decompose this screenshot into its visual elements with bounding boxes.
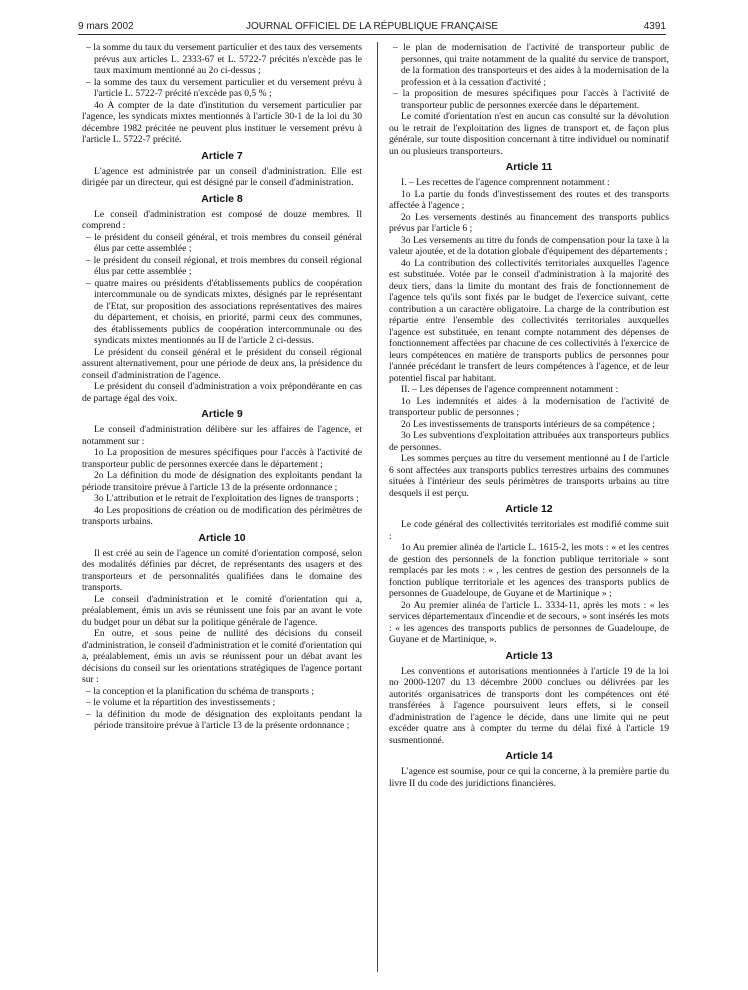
- paragraph: 4o La contribution des collectivités territoriales auxquelles l'agence est substituée. Votée par le conseil d'administration à la majorité des deux tiers, dans la limite du montant des frais de fonctionnement de l'agence tels qu'ils sont fixés par le budget de l'exercice suivant, cette contribution a un caractère obligatoire. La charge de la contribution est répartie entre l'ensemble des collectivités territoriales auxquelles l'agence est substituée, en tenant compte notamment des dépenses de fonctionnement affectées par chacune de ces collectivités à l'exercice de leurs compétences en matière de transports publics de personnes pour l'année précédant le transfert de leurs compétences à l'agence, et de leur potentiel fiscal par habitant.: [389, 257, 669, 384]
- paragraph: Il est créé au sein de l'agence un comité d'orientation composé, selon des modalités définies par décret, de représentants des usagers et des transporteurs et de personnalités qualifiées dans le domaine des transports.: [82, 547, 362, 593]
- paragraph: L'agence est administrée par un conseil d'administration. Elle est dirigée par un directeur, qui est désigné par le conseil d'administration.: [82, 165, 362, 188]
- paragraph: Le président du conseil d'administration a voix prépondérante en cas de partage égal des voix.: [82, 381, 362, 404]
- paragraph: 1o Au premier alinéa de l'article L. 1615-2, les mots : « et les centres de gestion des personnels de la fonction publique territoriale » sont remplacés par les mots : « , les centres de gestion des personnels de la fonction publique territoriale et les agences des transports publics de personnes de Guadeloupe, de Guyane et de Martinique » ;: [389, 542, 669, 599]
- list-item: – la conception et la planification du schéma de transports ;: [86, 685, 315, 697]
- paragraph: Les conventions et autorisations mentionnées à l'article 19 de la loi no 2000-1207 du 13 décembre 2000 conclues ou délivrées par les autorités organisatrices de transports dont les compétences ont été transférées à l'agence poursuivent leurs effets, si le conseil d'administration de l'agence le décide, dans une limite qui ne peut excéder quatre ans à compter du terme du délai fixé à l'article 19 susmentionné.: [389, 665, 669, 746]
- paragraph: 4o A compter de la date d'institution du versement particulier par l'agence, les syndicats mixtes mentionnés à l'article 30-1 de la loi du 30 décembre 1982 précitée ne peuvent plus instituer le versement prévu à l'article L. 5722-7 précité.: [82, 99, 362, 145]
- paragraph: II. – Les dépenses de l'agence comprennent notamment :: [401, 384, 619, 395]
- paragraph: Les sommes perçues au titre du versement mentionné au I de l'article 6 sont affectées aux transports publics terrestres urbains des communes situées à l'intérieur des seuls périmètres de transports urbains au titre desquels il est perçu.: [389, 453, 669, 499]
- paragraph: Le conseil d'administration délibère sur les affaires de l'agence, et notamment sur :: [82, 424, 362, 447]
- article-heading: Article 8: [201, 192, 243, 205]
- list-item: – le président du conseil régional, et trois membres du conseil régional élus par cette assemblée ;: [86, 254, 362, 277]
- page-header: [78, 18, 666, 34]
- paragraph: Le président du conseil général et le président du conseil régional assurent alternativement, pour une période de deux ans, la présidence du conseil d'administration de l'agence.: [82, 346, 362, 381]
- paragraph: 2o Les investissements de transports intérieurs de sa compétence ;: [401, 418, 655, 430]
- left-column: [82, 42, 362, 732]
- paragraph: 2o La définition du mode de désignation des exploitants pendant la période transitoire prévue à l'article 13 de la présente ordonnance ;: [82, 470, 362, 493]
- list-item: – le président du conseil général, et trois membres du conseil général élus par cette assemblée ;: [86, 231, 362, 254]
- paragraph: 1o Les indemnités et aides à la modernisation de l'activité de transporteur public de personnes ;: [389, 395, 669, 418]
- paragraph: Le conseil d'administration et le comité d'orientation qui a, préalablement, émis un avis se réunissent une fois par an avant le vote du budget pour un débat sur la politique générale de l'agence.: [82, 593, 362, 628]
- list-item: – la définition du mode de désignation des exploitants pendant la période transitoire prévue à l'article 13 de la présente ordonnance ;: [86, 708, 362, 731]
- article-heading: Article 14: [505, 750, 553, 762]
- list-item: – la somme des taux du versement particulier et du versement prévu à l'article L. 5722-7 précité n'excède pas 0,5 % ;: [86, 76, 362, 99]
- list-item: – la somme du taux du versement particulier et des taux des versements prévus aux articles L. 2333-67 et L. 5722-7 précités n'excède pas le taux maximum mentionné au 2o ci-dessus ;: [86, 42, 362, 76]
- header-page-number: 4391: [643, 21, 666, 32]
- paragraph: Le comité d'orientation n'est en aucun cas consulté sur la dévolution ou le retrait de l'exploitation des lignes de transport et, de façon plus générale, sur toute disposition concernant à titre individuel ou nominatif un ou plusieurs transporteurs.: [389, 111, 669, 157]
- header-date: 9 mars 2002: [78, 21, 134, 32]
- paragraph: 3o L'attribution et le retrait de l'exploitation des lignes de transports ;: [94, 493, 359, 504]
- paragraph: Le code général des collectivités territoriales est modifié comme suit :: [389, 519, 669, 542]
- article-heading: Article 13: [505, 649, 553, 662]
- header-journal-title: JOURNAL OFFICIEL DE LA RÉPUBLIQUE FRANÇAISE: [245, 21, 499, 32]
- paragraph: En outre, et sous peine de nullité des décisions du conseil d'administration, le conseil d'administration et le comité d'orientation qui a, préalablement, émis un avis se réunissent pour un débat avant les décisions du conseil sur les orientations stratégiques de l'agence portant sur :: [82, 628, 362, 685]
- paragraph: I. – Les recettes de l'agence comprennent notamment :: [401, 177, 610, 188]
- article-heading: Article 10: [198, 531, 246, 544]
- right-column: [389, 42, 669, 789]
- list-item: – le volume et la répartition des investissements ;: [86, 697, 276, 708]
- article-heading: Article 11: [505, 161, 553, 173]
- header-rule: [78, 34, 666, 35]
- paragraph: 2o Les versements destinés au financement des transports publics prévus par l'article 6 ;: [389, 211, 669, 234]
- article-heading: Article 7: [201, 149, 243, 162]
- column-divider: [377, 42, 378, 972]
- paragraph: 3o Les subventions d'exploitation attribuées aux transporteurs publics de personnes.: [389, 430, 669, 453]
- paragraph: Le conseil d'administration est composé de douze membres. Il comprend :: [82, 208, 362, 231]
- paragraph: 4o Les propositions de création ou de modification des périmètres de transports urbains.: [82, 504, 362, 527]
- article-heading: Article 9: [201, 408, 243, 420]
- paragraph: L'agence est soumise, pour ce qui la concerne, à la première partie du livre II du code des juridictions financières.: [389, 766, 669, 789]
- paragraph: 1o La partie du fonds d'investissement des routes et des transports affectée à l'agence ;: [389, 188, 669, 211]
- list-item: – le plan de modernisation de l'activité de transporteur public de personnes, qui traite notamment de la qualité du service de transport, de la formation des transporteurs et des aides à la modernisation de la profession et à la cessation d'activité ;: [393, 42, 669, 88]
- article-heading: Article 12: [505, 503, 553, 515]
- list-item: – la proposition de mesures spécifiques pour l'accès à l'activité de transporteur public de personnes exercée dans le département.: [393, 88, 669, 111]
- paragraph: 3o Les versements au titre du fonds de compensation pour la taxe à la valeur ajoutée, et de la dotation globale d'équipement des départements ;: [389, 234, 669, 257]
- list-item: – quatre maires ou présidents d'établissements publics de coopération intercommunale ou de syndicats mixtes, désignés par le représentant de l'Etat, sur proposition des associations représentatives des maires du département, et choisis, en priorité, parmi ceux des communes, des établissements publics de coopération intercommunale ou des syndicats mixtes mentionnés au II de l'article 2 ci-dessus.: [86, 277, 362, 346]
- paragraph: 2o Au premier alinéa de l'article L. 3334-11, après les mots : « les services départementaux d'incendie et de secours, » sont insérés les mots : « les agences des transports publics de personnes de Guadeloupe, de Guyane et de Martinique, ».: [389, 599, 669, 645]
- paragraph: 1o La proposition de mesures spécifiques pour l'accès à l'activité de transporteur public de personnes exercée dans le département ;: [82, 447, 362, 470]
